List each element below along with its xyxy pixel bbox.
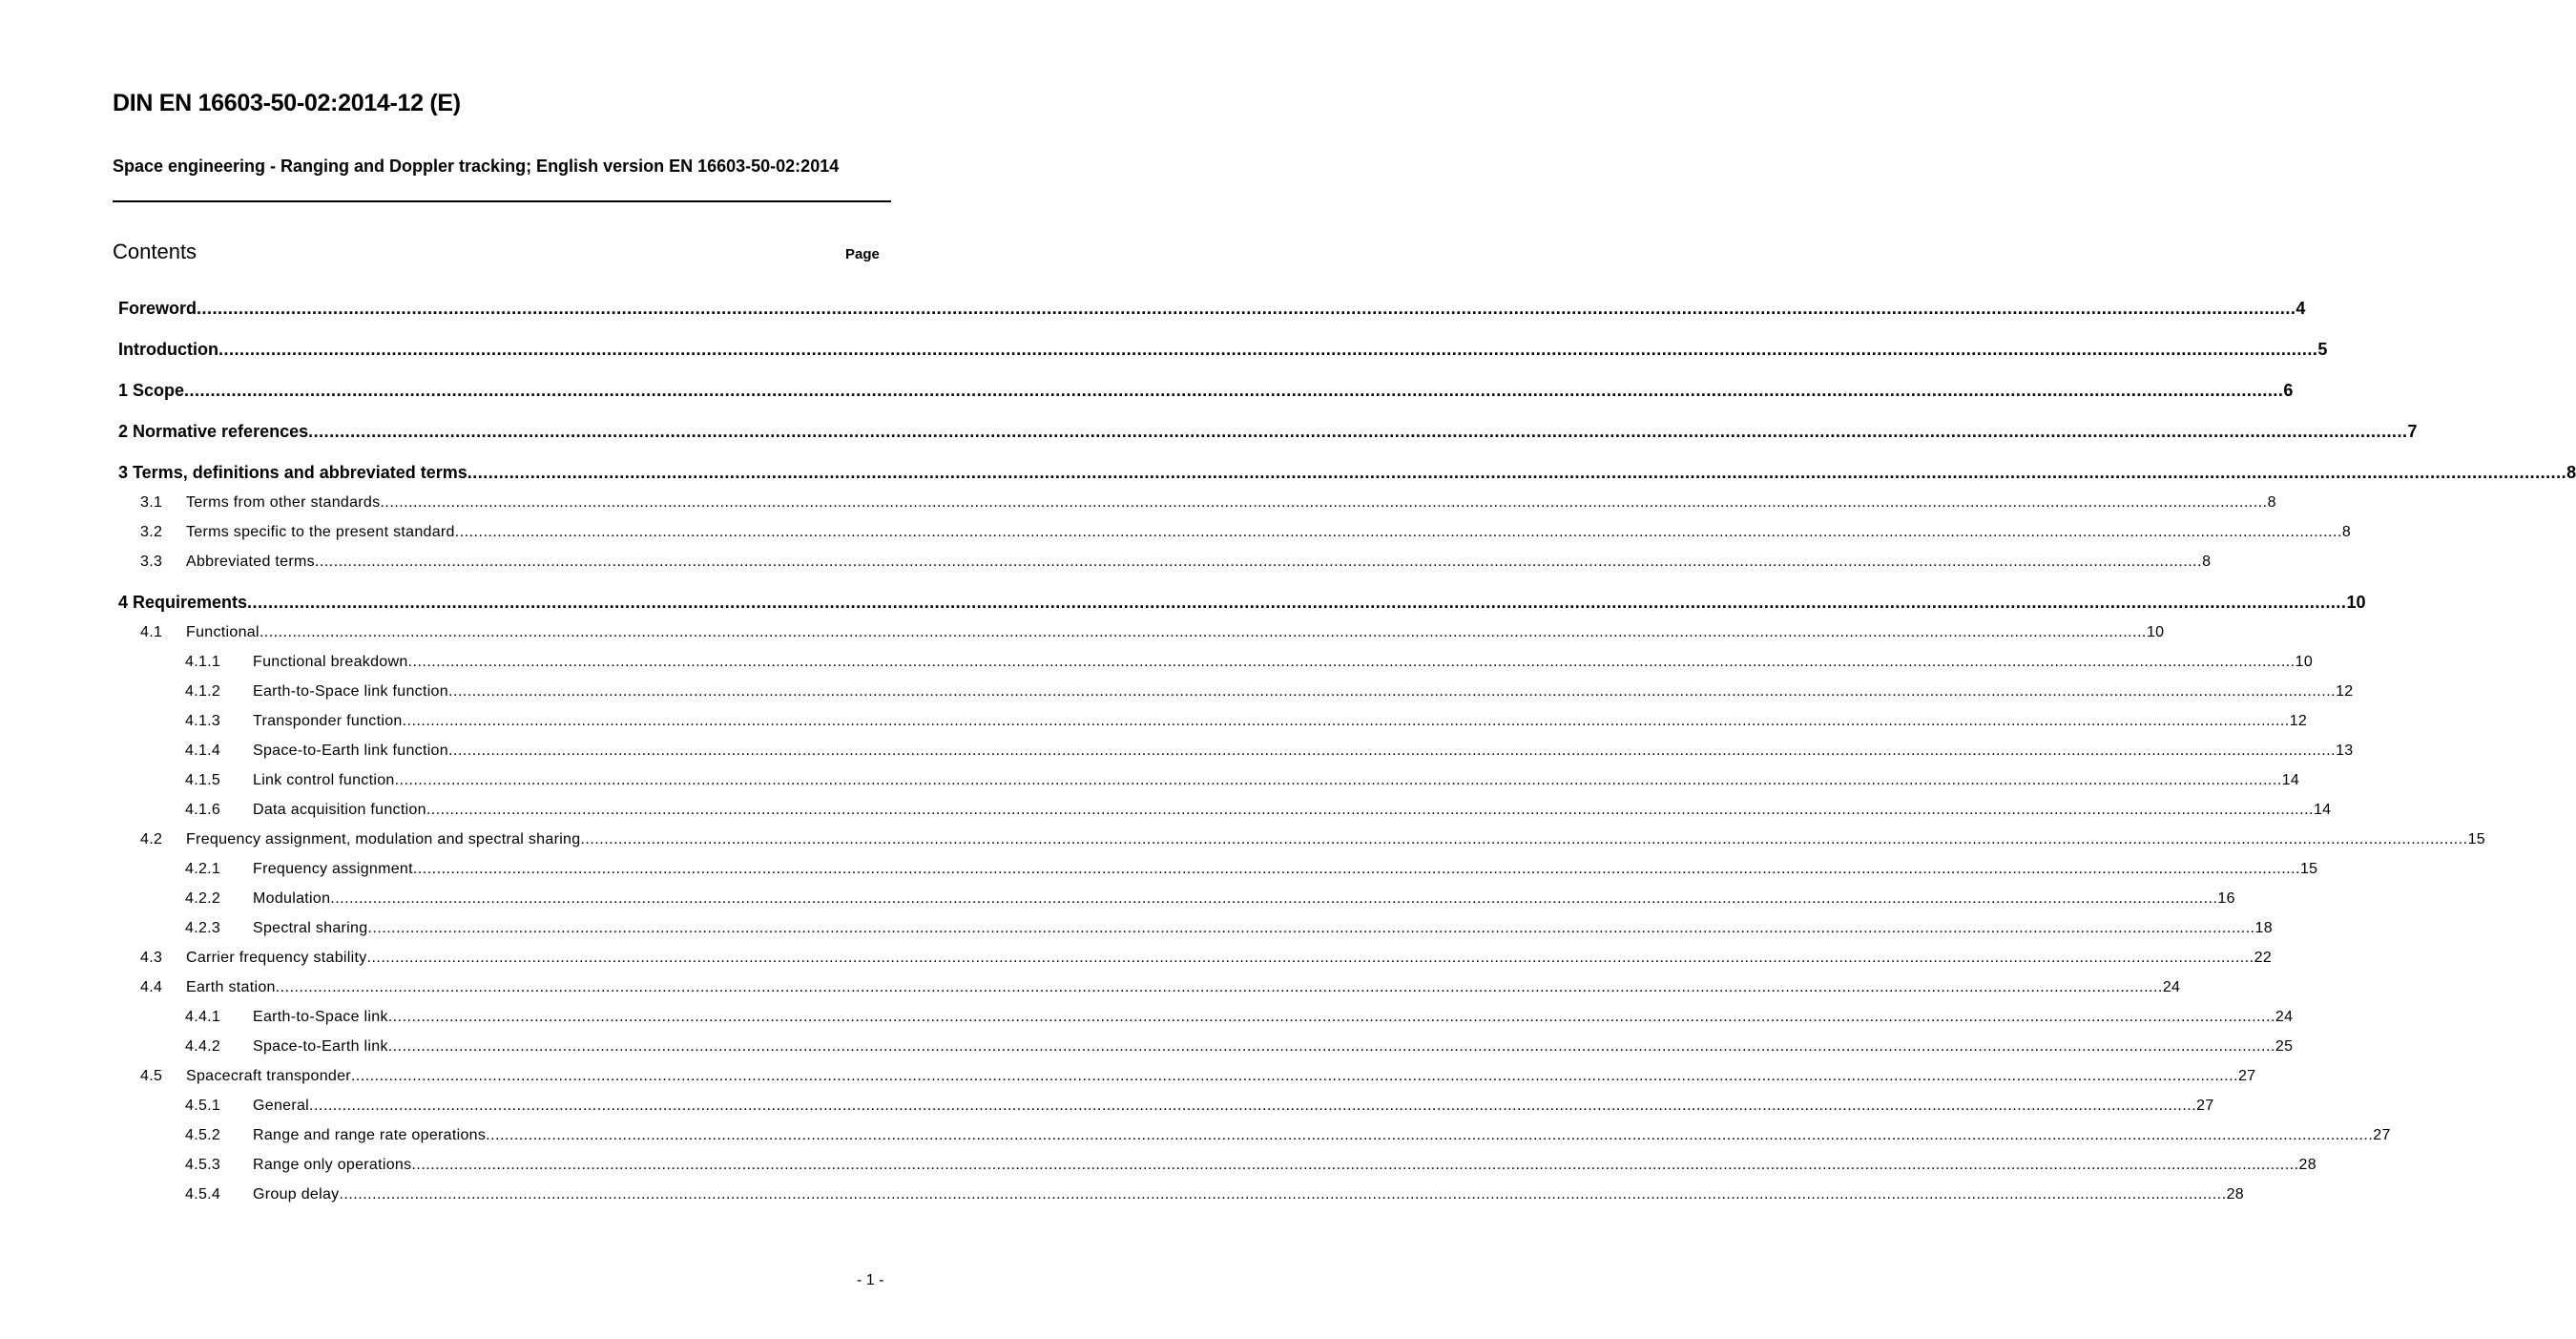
toc-entry-page: 10: [2346, 593, 2366, 612]
toc-entry-number: 4.2.2: [185, 890, 221, 907]
toc-dot-leader: ................................................................................................................................................................................................................................................................................................................................................................................................................: [350, 1068, 2239, 1084]
toc-entry-number: 4.1.5: [185, 772, 221, 788]
toc-entry[interactable]: [118, 340, 2328, 360]
toc-entry-number: 4.5.4: [185, 1186, 221, 1203]
toc-dot-leader: ................................................................................................................................................................................................................................................................................................................................................................................................................: [426, 802, 2314, 818]
toc-entry-page: 28: [2226, 1186, 2244, 1203]
toc-entry-page: 4: [2296, 299, 2306, 318]
toc-entry-page: 24: [2275, 1009, 2294, 1025]
toc-entry-label: Introduction: [118, 340, 218, 359]
header-divider: [113, 200, 891, 202]
toc-entry-page: 12: [2336, 683, 2354, 700]
document-id: DIN EN 16603-50-02:2014-12 (E): [113, 90, 461, 116]
toc-entry[interactable]: [140, 624, 2165, 641]
toc-entry-page: 12: [2289, 713, 2308, 729]
toc-entry-label: Space-to-Earth link function: [253, 743, 448, 759]
toc-entry-number: 4.3: [140, 950, 163, 966]
toc-entry-page: 15: [2467, 831, 2485, 847]
toc-entry-page: 8: [2566, 463, 2576, 482]
toc-entry[interactable]: [118, 463, 2576, 483]
toc-dot-leader: ................................................................................................................................................................................................................................................................................................................................................................................................................: [259, 624, 2147, 640]
toc-entry-page: 6: [2283, 381, 2294, 400]
toc-entry-number: 3.1: [140, 494, 163, 511]
toc-entry-label: 3 Terms, definitions and abbreviated terms: [118, 463, 467, 482]
toc-entry[interactable]: [118, 381, 2294, 401]
toc-entry[interactable]: [185, 802, 2332, 819]
toc-entry-number: 4.1.4: [185, 743, 221, 759]
toc-entry-page: 27: [2238, 1068, 2256, 1084]
toc-dot-leader: ................................................................................................................................................................................................................................................................................................................................................................................................................: [394, 772, 2282, 788]
toc-entry-number: 3.3: [140, 554, 163, 570]
toc-dot-leader: ................................................................................................................................................................................................................................................................................................................................................................................................................: [309, 1098, 2197, 1114]
toc-entry-label: Foreword: [118, 299, 197, 318]
toc-entry-label: Group delay: [253, 1186, 340, 1203]
toc-entry-label: Spectral sharing: [253, 920, 368, 936]
toc-entry-number: 4.5.2: [185, 1127, 221, 1143]
toc-entry-page: 8: [2267, 494, 2276, 511]
toc-dot-leader: ................................................................................................................................................................................................................................................................................................................................................................................................................: [412, 861, 2300, 877]
toc-dot-leader: ................................................................................................................................................................................................................................................................................................................................................................................................................: [447, 683, 2337, 700]
toc-entry[interactable]: [140, 950, 2273, 967]
toc-dot-leader: ................................................................................................................................................................................................................................................................................................................................................................................................................: [387, 1009, 2275, 1025]
contents-heading: Contents: [113, 240, 197, 263]
toc-entry-label: Range and range rate operations: [253, 1127, 487, 1143]
toc-entry[interactable]: [185, 743, 2354, 760]
toc-entry-label: Abbreviated terms: [186, 554, 315, 570]
toc-entry[interactable]: [185, 1038, 2294, 1056]
toc-entry-page: 8: [2341, 524, 2352, 540]
toc-entry[interactable]: [185, 861, 2318, 878]
toc-entry-page: 16: [2217, 890, 2235, 907]
toc-dot-leader: ................................................................................................................................................................................................................................................................................................................................................................................................................: [402, 713, 2290, 729]
toc-dot-leader: ................................................................................................................................................................................................................................................................................................................................................................................................................: [486, 1127, 2374, 1143]
toc-entry-label: Space-to-Earth link: [253, 1038, 388, 1055]
toc-entry[interactable]: [185, 1186, 2244, 1203]
toc-dot-leader: ................................................................................................................................................................................................................................................................................................................................................................................................................: [467, 463, 2567, 482]
toc-dot-leader: ................................................................................................................................................................................................................................................................................................................................................................................................................: [380, 494, 2268, 511]
toc-entry-page: 14: [2281, 772, 2300, 788]
toc-entry-page: 5: [2317, 340, 2328, 359]
toc-entry-label: Data acquisition function: [253, 802, 426, 818]
toc-entry[interactable]: [185, 654, 2314, 671]
toc-entry-number: 4.1.6: [185, 802, 221, 818]
toc-entry-page: 10: [2295, 654, 2314, 670]
toc-dot-leader: ................................................................................................................................................................................................................................................................................................................................................................................................................: [197, 299, 2296, 318]
toc-dot-leader: ................................................................................................................................................................................................................................................................................................................................................................................................................: [447, 743, 2337, 759]
toc-entry-label: Transponder function: [253, 713, 403, 729]
toc-entry[interactable]: [140, 494, 2276, 512]
toc-entry-label: Carrier frequency stability: [186, 950, 367, 966]
toc-entry-label: 4 Requirements: [118, 593, 248, 612]
toc-dot-leader: ................................................................................................................................................................................................................................................................................................................................................................................................................: [308, 422, 2408, 441]
toc-entry-label: Terms from other standards: [186, 494, 381, 511]
toc-entry-page: 24: [2162, 979, 2181, 995]
toc-entry-number: 4.5.1: [185, 1098, 221, 1114]
toc-dot-leader: ................................................................................................................................................................................................................................................................................................................................................................................................................: [314, 554, 2203, 570]
toc-entry-label: Frequency assignment: [253, 861, 413, 877]
toc-entry-label: Earth-to-Space link: [253, 1009, 388, 1025]
toc-dot-leader: ................................................................................................................................................................................................................................................................................................................................................................................................................: [330, 890, 2218, 907]
toc-entry-page: 14: [2313, 802, 2332, 818]
toc-entry-number: 4.4: [140, 979, 163, 995]
toc-entry-page: 27: [2373, 1127, 2391, 1143]
toc-entry-page: 27: [2196, 1098, 2214, 1114]
toc-entry-number: 4.5.3: [185, 1157, 221, 1173]
toc-dot-leader: ................................................................................................................................................................................................................................................................................................................................................................................................................: [339, 1186, 2227, 1203]
page-column-label: Page: [845, 246, 880, 262]
toc-entry[interactable]: [140, 979, 2181, 996]
toc-entry-label: 1 Scope: [118, 381, 185, 400]
toc-entry-number: 4.1.1: [185, 654, 221, 670]
toc-entry-number: 4.4.1: [185, 1009, 221, 1025]
toc-entry-label: Terms specific to the present standard: [186, 524, 455, 540]
toc-dot-leader: ................................................................................................................................................................................................................................................................................................................................................................................................................: [411, 1157, 2299, 1173]
toc-entry-page: 13: [2336, 743, 2354, 759]
toc-entry-number: 4.2.3: [185, 920, 221, 936]
toc-entry-label: 2 Normative references: [118, 422, 309, 441]
toc-entry[interactable]: [140, 831, 2485, 848]
toc-entry-label: Earth-to-Space link function: [253, 683, 448, 700]
toc-entry-label: Frequency assignment, modulation and spectral sharing: [186, 831, 581, 847]
toc-entry[interactable]: [118, 593, 2366, 613]
toc-entry-label: Range only operations: [253, 1157, 412, 1173]
toc-entry-label: Functional breakdown: [253, 654, 408, 670]
toc-entry-number: 4.1.2: [185, 683, 221, 700]
toc-entry[interactable]: [185, 713, 2308, 730]
toc-entry-label: Earth station: [186, 979, 276, 995]
toc-entry[interactable]: [118, 299, 2306, 319]
toc-entry[interactable]: [140, 524, 2352, 541]
toc-entry-number: 4.2: [140, 831, 163, 847]
toc-dot-leader: ................................................................................................................................................................................................................................................................................................................................................................................................................: [367, 920, 2255, 936]
toc-entry-label: Link control function: [253, 772, 395, 788]
toc-entry[interactable]: [185, 683, 2354, 701]
toc-entry-label: Functional: [186, 624, 260, 640]
toc-entry-page: 10: [2146, 624, 2165, 640]
toc-entry[interactable]: [185, 1009, 2294, 1026]
toc-entry[interactable]: [140, 554, 2212, 571]
toc-dot-leader: ................................................................................................................................................................................................................................................................................................................................................................................................................: [247, 593, 2347, 612]
toc-entry-page: 15: [2299, 861, 2318, 877]
toc-entry-number: 4.1: [140, 624, 163, 640]
toc-entry-page: 28: [2298, 1157, 2316, 1173]
toc-entry[interactable]: [185, 920, 2273, 937]
toc-entry-number: 3.2: [140, 524, 163, 540]
toc-entry[interactable]: [185, 772, 2300, 789]
toc-dot-leader: ................................................................................................................................................................................................................................................................................................................................................................................................................: [387, 1038, 2275, 1055]
toc-dot-leader: ................................................................................................................................................................................................................................................................................................................................................................................................................: [184, 381, 2284, 400]
toc-entry-number: 4.5: [140, 1068, 163, 1084]
toc-entry-page: 8: [2202, 554, 2212, 570]
toc-dot-leader: ................................................................................................................................................................................................................................................................................................................................................................................................................: [407, 654, 2296, 670]
toc-entry-label: Spacecraft transponder: [186, 1068, 351, 1084]
toc-dot-leader: ................................................................................................................................................................................................................................................................................................................................................................................................................: [580, 831, 2468, 847]
document-subtitle: Space engineering - Ranging and Doppler tracking; English version EN 16603-50-02:2014: [113, 157, 840, 176]
toc-dot-leader: ................................................................................................................................................................................................................................................................................................................................................................................................................: [218, 340, 2318, 359]
toc-entry[interactable]: [140, 1068, 2256, 1085]
toc-entry-number: 4.2.1: [185, 861, 221, 877]
toc-entry-page: 25: [2275, 1038, 2294, 1055]
toc-entry-page: 7: [2407, 422, 2418, 441]
toc-entry[interactable]: [185, 1098, 2214, 1115]
toc-dot-leader: ................................................................................................................................................................................................................................................................................................................................................................................................................: [454, 524, 2342, 540]
toc-entry-page: 22: [2254, 950, 2273, 966]
page-number: - 1 -: [857, 1272, 884, 1288]
toc-entry-number: 4.4.2: [185, 1038, 221, 1055]
toc-dot-leader: ................................................................................................................................................................................................................................................................................................................................................................................................................: [275, 979, 2163, 995]
toc-dot-leader: ................................................................................................................................................................................................................................................................................................................................................................................................................: [366, 950, 2254, 966]
toc-entry-page: 18: [2254, 920, 2273, 936]
toc-entry[interactable]: [185, 890, 2235, 908]
toc-entry-number: 4.1.3: [185, 713, 221, 729]
toc-entry[interactable]: [118, 422, 2418, 442]
toc-entry[interactable]: [185, 1157, 2316, 1174]
toc-entry-label: Modulation: [253, 890, 331, 907]
toc-entry[interactable]: [185, 1127, 2391, 1144]
toc-entry-label: General: [253, 1098, 310, 1114]
